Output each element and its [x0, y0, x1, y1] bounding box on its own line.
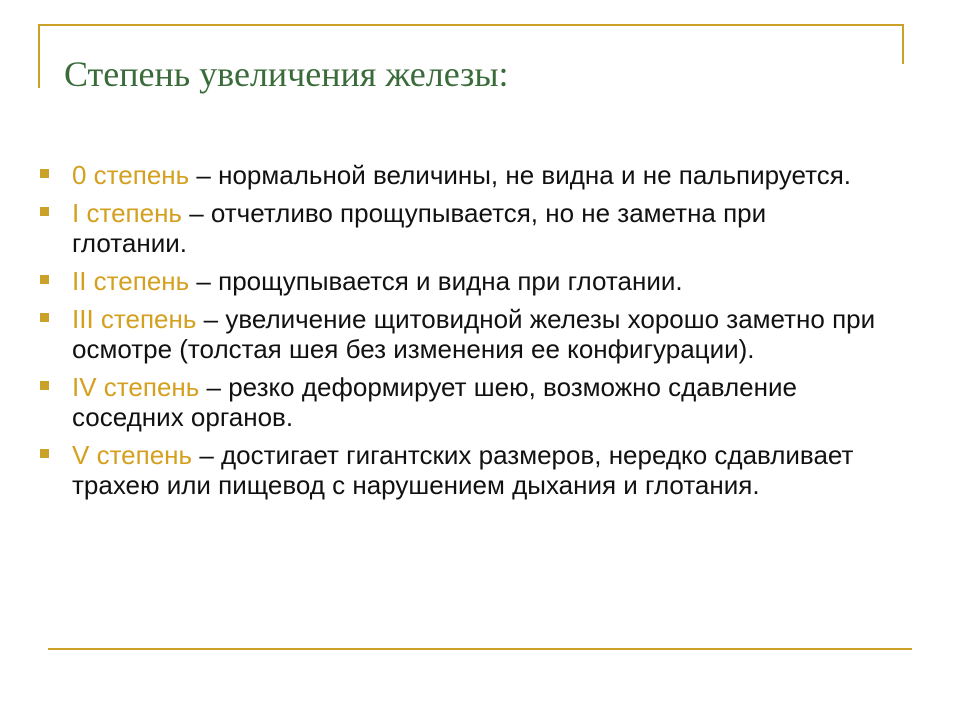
list-item — [40, 440, 880, 500]
square-bullet-icon — [40, 313, 49, 322]
list-item — [40, 160, 880, 190]
frame-bottom-line — [48, 648, 912, 650]
degree-term: I степень — [72, 198, 182, 228]
degree-term: 0 степень — [72, 160, 190, 190]
degree-term: IV степень — [72, 372, 200, 402]
square-bullet-icon — [40, 169, 49, 178]
bullet-list — [40, 160, 880, 508]
frame-left-line — [38, 24, 40, 88]
degree-term: II степень — [72, 266, 190, 296]
square-bullet-icon — [40, 207, 49, 216]
degree-description: – достигает гигантских размеров, нередко сдавливает трахею или пищевод с нарушением дыхания и глотания. — [72, 440, 854, 500]
slide-title: Степень увеличения железы: — [64, 54, 509, 94]
degree-description: – отчетливо прощупывается, но не заметна при глотании. — [72, 198, 767, 258]
square-bullet-icon — [40, 275, 49, 284]
degree-term: III степень — [72, 304, 197, 334]
degree-description: – прощупывается и видна при глотании. — [189, 266, 683, 296]
degree-description: – резко деформирует шею, возможно сдавление соседних органов. — [72, 372, 797, 432]
square-bullet-icon — [40, 449, 49, 458]
list-item — [40, 266, 880, 296]
list-item — [40, 198, 880, 258]
list-item — [40, 304, 880, 364]
degree-description: – увеличение щитовидной железы хорошо заметно при осмотре (толстая шея без изменения ее конфигурации). — [72, 304, 876, 364]
degree-description: – нормальной величины, не видна и не пальпируется. — [189, 160, 852, 190]
frame-top-line — [40, 24, 904, 26]
degree-term: V степень — [72, 440, 193, 470]
square-bullet-icon — [40, 381, 49, 390]
frame-right-line — [902, 24, 904, 64]
list-item — [40, 372, 880, 432]
